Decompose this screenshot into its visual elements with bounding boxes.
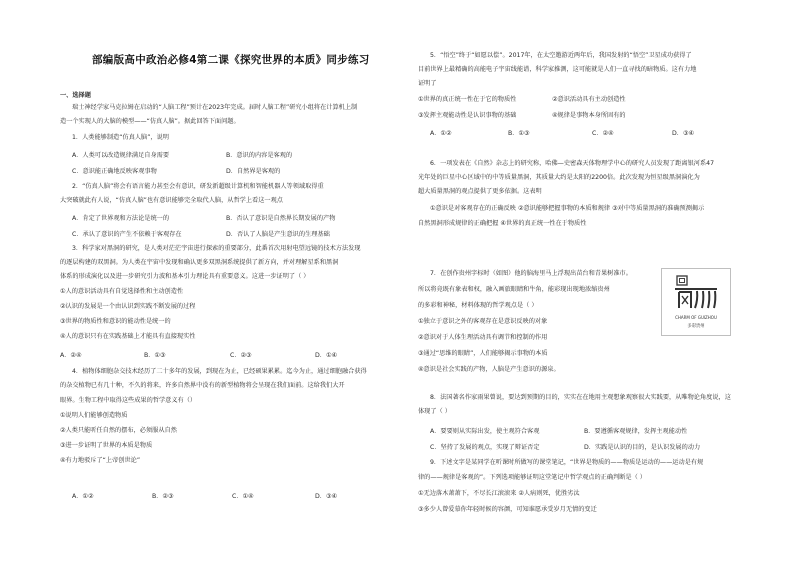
q5-option-d: D．③④	[672, 130, 695, 137]
q4-stem-line-2: 的杂交植物已有几十种，不久的将来，许多自然界中没有的新型植物将会呈现在我们面前。这给我们大开	[60, 382, 345, 389]
q7-stem-line-1: 7．在创作贵州字标时（如图）他的脑海里马上浮现出苗台和青果树准市。	[430, 270, 632, 277]
q4-statement-4: ④有力地驳斥了“上帝创世论”	[60, 457, 141, 464]
q5-stem-line-1: 5．“悟空”终于“如愿以偿”。2017年，在太空邀游近两年后，我国发射的“悟空”卫星成功获得了	[430, 52, 692, 59]
q8-stem-line-2: 体现了（ ）	[418, 408, 451, 415]
q5-stem-line-3: 证明了	[418, 80, 437, 87]
section-heading: 一、选择题	[60, 92, 91, 99]
q9-statement-2: ③多少人曾爱慕你年轻时候的容颜，可知谁愿承受岁月无情的变迁	[418, 506, 597, 513]
q1-stem-line-1: 瑞士神经学家马克拉姆在启动的“人脑工程”预计在2023年完成。届时人脑工程”研究小组将在计算机上制	[72, 104, 358, 111]
q4-option-a: A．①②	[72, 493, 94, 500]
guizhou-logo-figure	[661, 268, 731, 336]
q2-option-a: A．肯定了世界观和方法论是统一的	[72, 215, 170, 222]
q7-statement-2: ②意识对于人体生理活动具有调节和控制的作用	[418, 334, 548, 341]
q4-statement-3: ③进一步证明了世界的本质是物质	[60, 442, 153, 449]
q2-option-c: C．承认了意识的产生不依赖于客观存在	[72, 231, 182, 238]
q6-statements-line-1: ①意识是对客观存在的正确反映 ②意识能够把握事物的本质和规律 ③对中等质量黑洞的准确预测揭示	[430, 205, 705, 212]
q1-stem-line-2: 造一个实现人的大脑的模型——“仿真人脑”。据此回答下面问题。	[60, 118, 240, 125]
q3-option-c: C．②③	[230, 352, 252, 359]
q8-option-b: B．要遵循客观规律，发挥主观能动性	[584, 428, 688, 435]
q4-option-c: C．①④	[232, 493, 254, 500]
q1-question: 1．人类能够制造“仿真人脑”，说明	[72, 134, 169, 141]
q1-option-c: C．意识能正确地反映客观事物	[72, 168, 157, 175]
q2-stem-line-1: 2．“仿真人脑”将会有语言能力甚至会有意识，研发新超级计算机和智能机器人等领域取得重	[72, 183, 324, 190]
q8-option-d: D．实践是认识的目的，是认识发展的动力	[584, 444, 701, 451]
q2-option-b: B．否认了意识是自然界长期发展的产物	[226, 215, 336, 222]
q5-option-c: C．②④	[592, 130, 614, 137]
q4-option-d: D．③④	[315, 493, 338, 500]
q8-option-c: C．坚持了发展的观点，实现了辩证否定	[430, 444, 540, 451]
q3-statement-3: ③世界的物质性和意识的能动性是统一的	[60, 318, 171, 325]
q3-option-d: D．①④	[315, 352, 338, 359]
guizhou-logo-icon	[671, 274, 721, 312]
q3-stem-line-1: 3．科学家对黑洞的研究，是人类对茫茫宇宙进行探索的重要部分，此番首次用射电望远镜的技术方法发现	[72, 245, 361, 252]
q6-stem-line-1: 6．一项发表在《自然》杂志上的研究称，哈佛—史密森天体物理学中心的研究人员发现了距离银河系47	[430, 160, 715, 167]
q2-stem-line-2: 大突破就此有人说，“仿真人脑”也有意识能够完全取代人脑，从哲学上看这一观点	[60, 197, 283, 204]
q6-stem-line-3: 超大质量黑洞的观点提供了更多依据。这表明	[418, 188, 542, 195]
q9-statement-1: ①无边落木萧萧下，不尽长江滚滚来 ②人病则死，优胜劣汰	[418, 490, 580, 497]
q9-stem-line-1: 9．下述文字是某同学在听课时所做写的课堂笔记，“世界是物质的——物质是运动的——运动是有规	[430, 459, 704, 466]
q1-option-d: D．自然界是客观的	[226, 168, 281, 175]
q6-stem-line-2: 光年处的巨星中心区域中的中等质量黑洞，其质量大约是太阳的2200倍。此次发现为恒星级黑洞演化为	[418, 174, 700, 181]
q6-statements-line-2: 自然黑洞形成规律的正确把握 ④世界的真正统一性在于物质性	[418, 220, 587, 227]
q3-option-a: A．②④	[60, 352, 82, 359]
q3-statement-1: ①人的意识活动具有自觉选择性和主动创造性	[60, 288, 184, 295]
q5-statement-2: ②意识活动具有主动创造性	[552, 96, 626, 103]
q1-option-b: B．意识的内容是客观的	[226, 152, 293, 159]
q4-statement-1: ①说明人们能够创造物质	[60, 412, 128, 419]
q3-option-b: B．①③	[144, 352, 166, 359]
q5-statement-1: ①世界的真正统一性在于它的物质性	[418, 96, 517, 103]
logo-caption-en: CHARM OF GUIZHOU	[675, 315, 717, 320]
q4-stem-line-3: 眼界。生物工程中取得这些成果的哲学意义有（）	[60, 397, 197, 404]
q1-option-a: A．人类可以改造规律满足自身需要	[72, 152, 170, 159]
q7-stem-line-2: 所以将竟既有象表和权，融入画旅眼睛和牛角，能彩现出现地浓缩贵州	[418, 286, 610, 293]
page-title: 部编版高中政治必修4第二课《探究世界的本质》同步练习	[92, 54, 370, 66]
q3-statement-2: ②认识的发展是一个由认识到实践不断发展的过程	[60, 303, 196, 310]
q7-statement-3: ③通过“思维的眼睛”，人们能够揭示事物的本质	[418, 350, 548, 357]
q2-option-d: D．否认了人脑是产生意识的生理基础	[226, 231, 330, 238]
q4-stem-line-1: 4．植物体细胞杂交技术经历了二十多年的发展，到现在为止，已经硕果累累。迄今为止，通过细胞融合获得	[72, 368, 367, 375]
q5-statement-3: ③发挥主观能动性是认识事物的基础	[418, 112, 517, 119]
q7-stem-line-3: 的多彩和神秘，材料体现的哲学观点是（ ）	[418, 302, 538, 309]
q3-stem-line-2: 的逐层构建的双黑洞。为人类在宇宙中发现和确认更多双黑洞系统提供了新方向，并对理解星系和黑洞	[60, 259, 339, 266]
q4-option-b: B．②③	[152, 493, 174, 500]
q5-option-b: B．①③	[508, 130, 530, 137]
q9-stem-line-2: 律的——规律是客观的”。下列选项能够证明这堂笔记中哲学观点的正确判断是（ ）	[418, 474, 646, 481]
q8-stem-line-1: 8．法国著名作家雨果曾说，要达到预期的目的，实实在在地用主观想象观察很大实践要，从唯物论角度说，这	[430, 394, 731, 401]
q3-stem-line-3: 体系的形成演化以及进一步研究引力波和基本引力理论具有重要意义。这进一步证明了（ ）	[60, 273, 310, 280]
q5-statement-4: ④规律是事物本身所固有的	[552, 112, 626, 119]
q5-stem-line-2: 目前世界上最精确的高能电子宇宙线能谱，科学家推测，这可能就是人们一直寻找的暗物质。这有力地	[418, 66, 697, 73]
q8-option-a: A．要要则从实际出发，使主观符合客观	[430, 428, 540, 435]
q7-statement-4: ④意识是社会实践的产物，人脑是产生意识的源泉。	[418, 366, 560, 373]
q3-statement-4: ④人的意识只有在实践基础上才能具有直接现实性	[60, 333, 196, 340]
q4-statement-2: ②人类只能听任自然的摆布，必须服从自然	[60, 427, 177, 434]
logo-caption-cn: 多彩贵州	[687, 324, 705, 329]
q5-option-a: A．①②	[430, 130, 452, 137]
q7-statement-1: ①独立于意识之外的客观存在是意识反映的对象	[418, 318, 548, 325]
